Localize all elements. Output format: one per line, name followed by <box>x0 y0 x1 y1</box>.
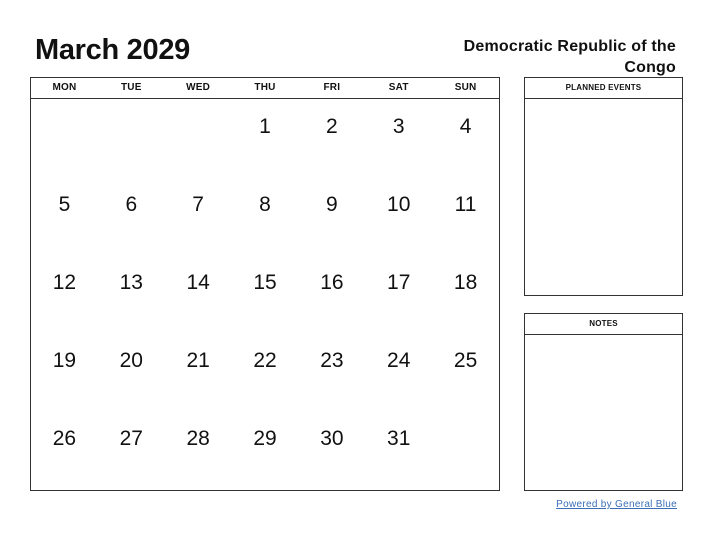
day-cell: 23 <box>320 349 344 372</box>
day-cell: 28 <box>186 427 210 450</box>
notes-title: NOTES <box>525 314 682 335</box>
day-cell: 19 <box>52 349 77 372</box>
day-cell: 8 <box>259 193 271 216</box>
week-row <box>31 255 499 333</box>
dow-sunday: SUN <box>454 82 477 93</box>
planned-events-title: PLANNED EVENTS <box>525 78 682 99</box>
day-cell: 17 <box>387 271 411 294</box>
day-cell: 31 <box>387 427 411 450</box>
day-cell: 9 <box>326 193 338 216</box>
day-cell: 7 <box>192 193 204 216</box>
dow-thursday: THU <box>254 82 276 93</box>
day-cell: 4 <box>459 115 472 138</box>
dow-wednesday: WED <box>186 82 211 93</box>
day-cell: 10 <box>387 193 411 216</box>
day-cell: 22 <box>253 349 277 372</box>
day-cell: 2 <box>326 115 338 138</box>
day-cell: 20 <box>119 349 143 372</box>
day-cell: 5 <box>58 193 71 216</box>
day-cell: 13 <box>119 271 143 294</box>
day-cell: 1 <box>259 115 271 138</box>
powered-by-link[interactable]: Powered by General Blue <box>556 499 677 510</box>
week-row <box>31 177 499 255</box>
day-cell: 11 <box>454 193 477 216</box>
notes-panel <box>524 313 683 491</box>
day-cell: 25 <box>453 349 478 372</box>
day-cell: 16 <box>320 271 344 294</box>
day-cell: 18 <box>453 271 478 294</box>
week-row <box>31 99 499 177</box>
day-cell: 26 <box>52 427 77 450</box>
day-cell <box>432 411 499 489</box>
day-cell: 27 <box>119 427 143 450</box>
week-row <box>31 333 499 411</box>
day-cell: 24 <box>387 349 411 372</box>
day-cell: 15 <box>253 271 277 294</box>
dow-monday: MON <box>52 82 77 93</box>
month-title: March 2029 <box>35 34 190 66</box>
planned-events-panel <box>524 77 683 296</box>
dow-saturday: SAT <box>388 82 409 93</box>
day-cell <box>165 99 232 177</box>
weeks <box>31 99 499 489</box>
day-cell: 6 <box>125 193 138 216</box>
day-cell: 30 <box>320 427 344 450</box>
country-name: Democratic Republic of the Congo <box>463 38 676 76</box>
day-of-week-header <box>31 78 499 99</box>
day-cell: 29 <box>253 427 277 450</box>
dow-friday: FRI <box>323 82 341 93</box>
week-row <box>31 411 499 489</box>
calendar-grid <box>30 77 500 491</box>
day-cell <box>98 99 165 177</box>
dow-tuesday: TUE <box>120 82 142 93</box>
day-cell: 14 <box>186 271 210 294</box>
day-cell: 12 <box>52 271 77 294</box>
day-cell <box>31 99 98 177</box>
day-cell: 21 <box>186 349 210 372</box>
day-cell: 3 <box>392 115 405 138</box>
